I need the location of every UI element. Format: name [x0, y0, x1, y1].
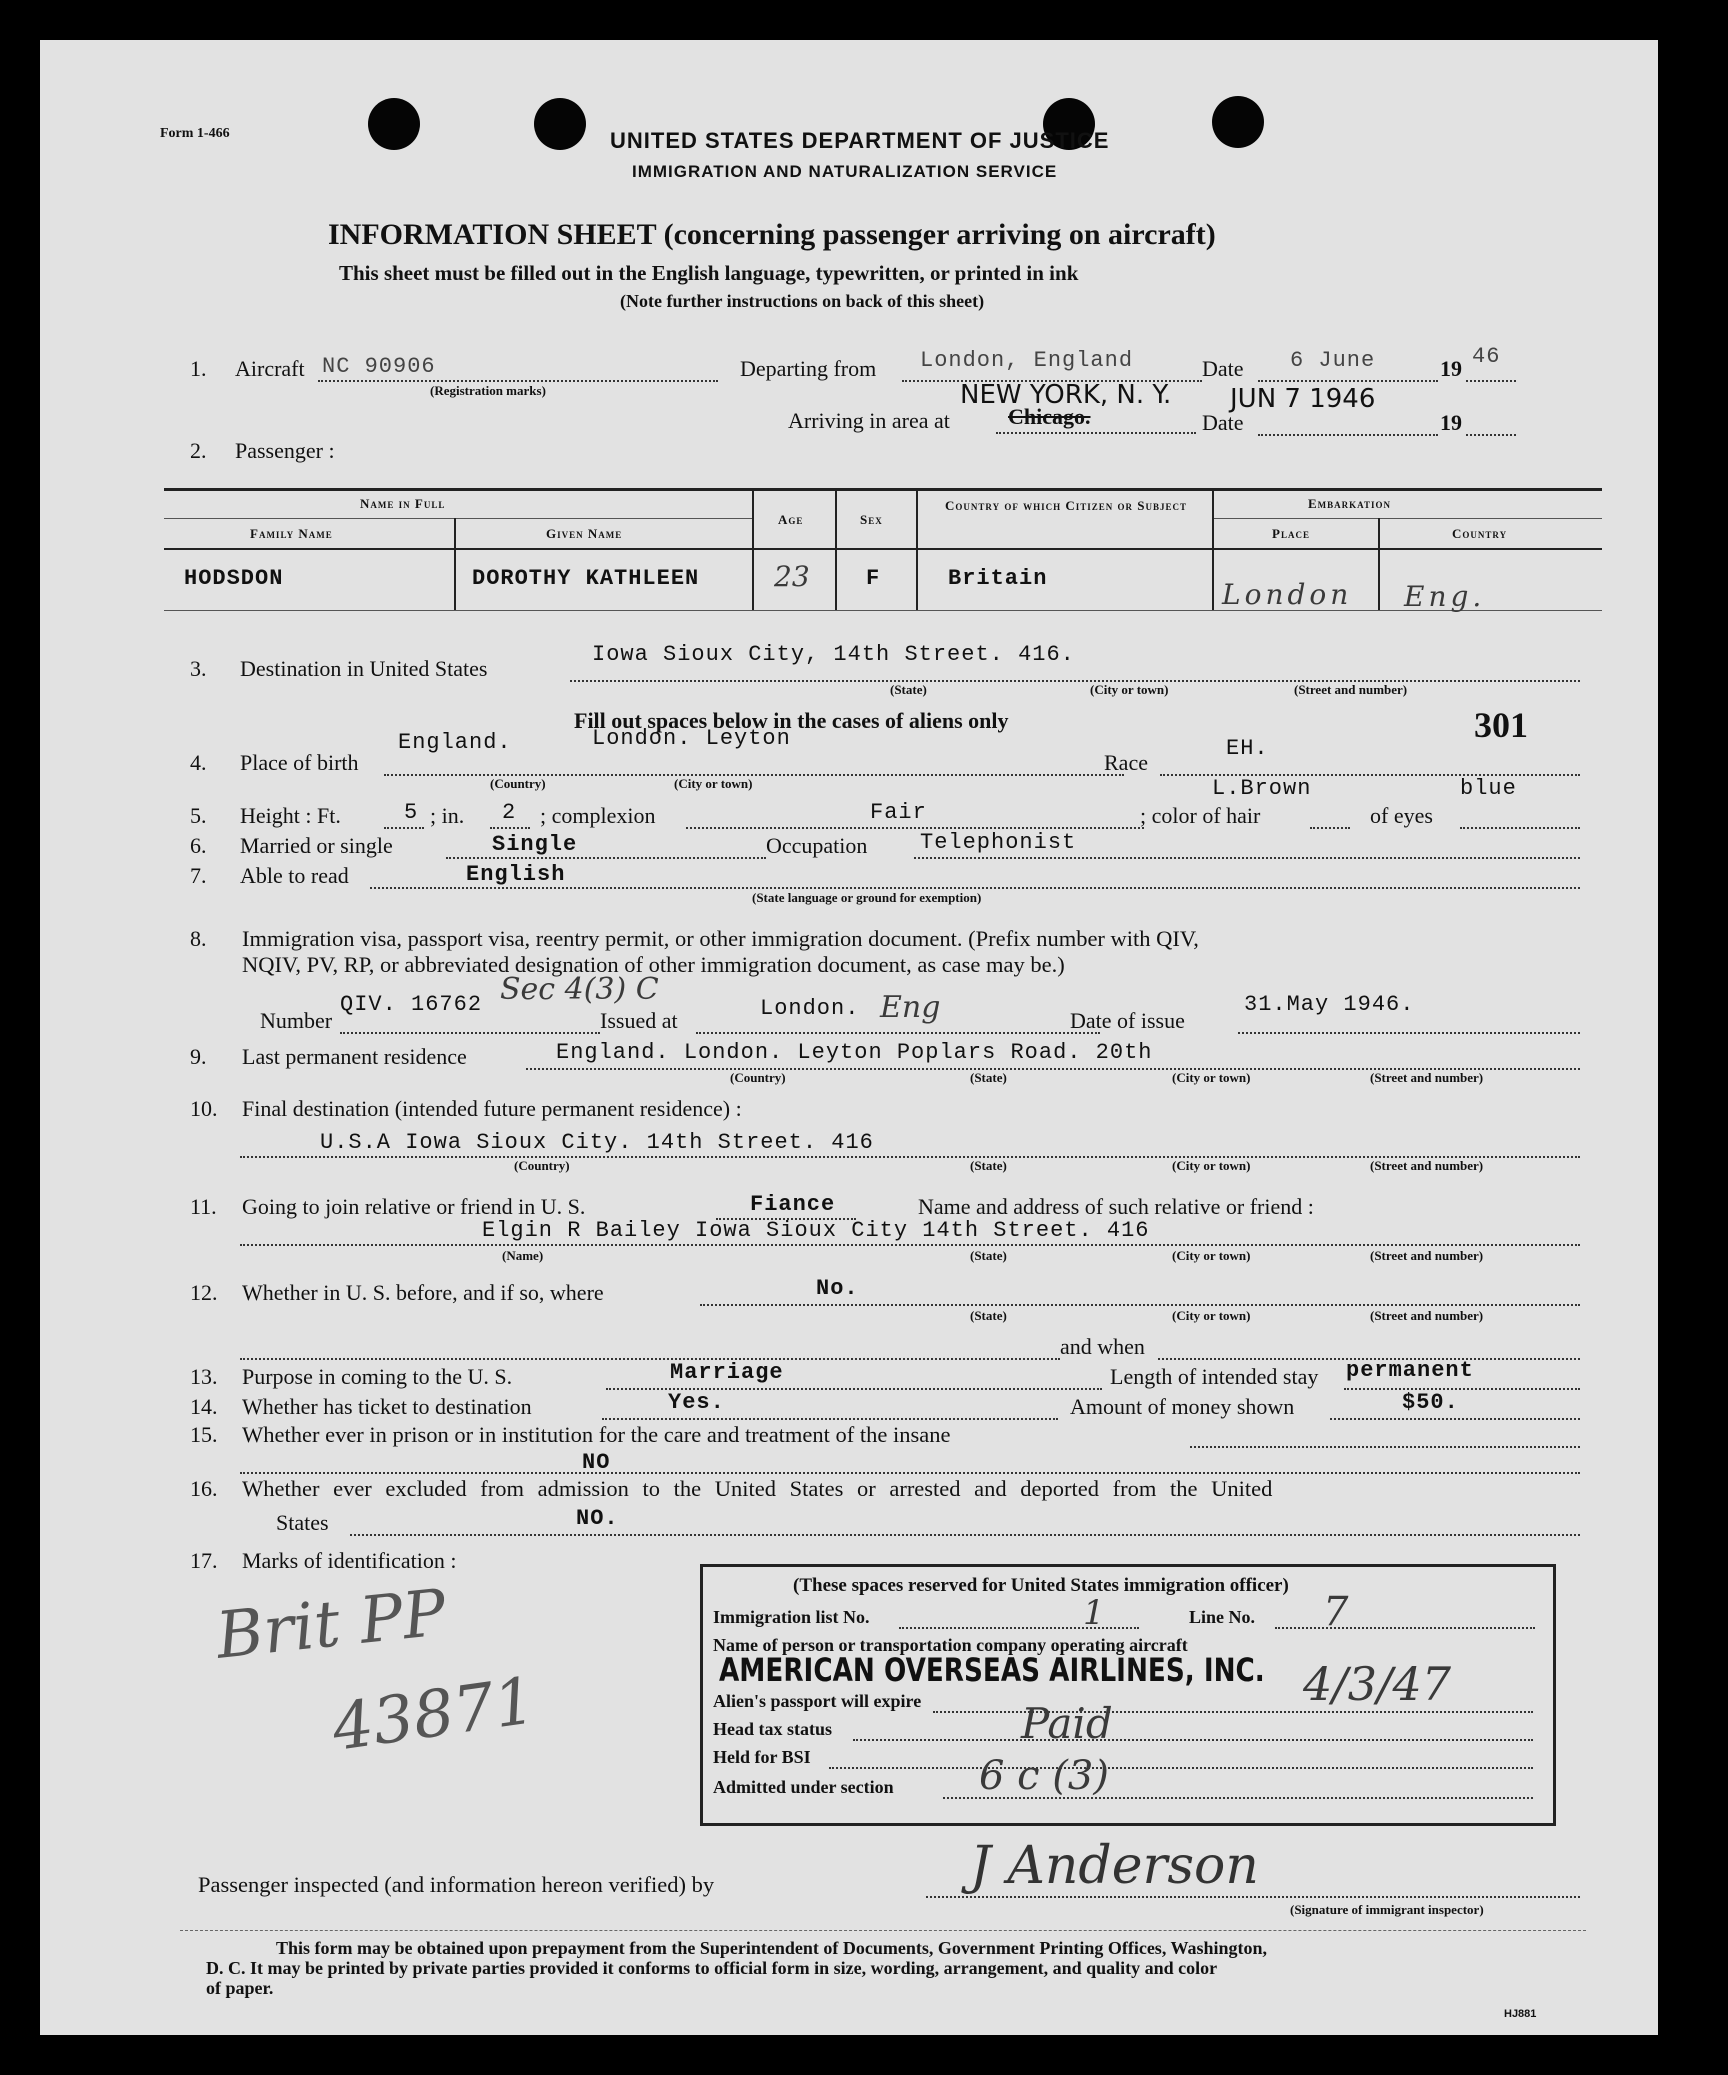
doc-number-label: Number	[260, 1008, 333, 1033]
inspection-label: Passenger inspected (and information hereon verified) by	[198, 1872, 715, 1897]
caption-city: (City or town)	[674, 776, 753, 791]
caption-street: (Street and number)	[1370, 1248, 1484, 1263]
complexion-value: Fair	[870, 800, 927, 825]
marks-label: Marks of identification :	[242, 1548, 457, 1573]
year-departure: 46	[1472, 344, 1501, 369]
doc-number-value: QIV. 16762	[340, 992, 483, 1017]
arriving-label: Arriving in area at	[788, 408, 950, 433]
birth-country: England.	[398, 730, 512, 755]
stay-value: permanent	[1346, 1358, 1474, 1383]
prison-value: NO	[582, 1450, 611, 1475]
destination-value: Iowa Sioux City, 14th Street. 416.	[592, 642, 1075, 667]
final-dest-value: U.S.A Iowa Sioux City. 14th Street. 416	[320, 1130, 874, 1155]
year-prefix-2: 19	[1440, 410, 1462, 435]
birth-city: London. Leyton	[592, 726, 791, 751]
item-number: 13.	[190, 1364, 218, 1389]
page-title: INFORMATION SHEET (concerning passenger arriving on aircraft)	[328, 218, 1216, 251]
excluded-label-2: States	[276, 1510, 329, 1535]
item-number: 15.	[190, 1422, 218, 1447]
item-number: 3.	[190, 656, 207, 681]
list-no-label: Immigration list No.	[713, 1607, 870, 1627]
punch-hole	[534, 98, 586, 150]
purpose-label: Purpose in coming to the U. S.	[242, 1364, 513, 1389]
document-text-2: NQIV, PV, RP, or abbreviated designation of other immigration document, as case may be.)	[242, 952, 1065, 977]
arrival-date-stamp: JUN 7 1946	[1230, 384, 1376, 414]
occupation-value: Telephonist	[920, 830, 1077, 855]
citizen-value: Britain	[948, 566, 1048, 591]
issued-at-label: Issued at	[600, 1008, 678, 1033]
stay-label: Length of intended stay	[1110, 1364, 1319, 1389]
passenger-label: Passenger :	[235, 438, 335, 463]
service-heading: IMMIGRATION AND NATURALIZATION SERVICE	[632, 162, 1058, 181]
inches-label: ; in.	[430, 803, 465, 828]
caption-state: (State)	[970, 1070, 1007, 1085]
arriving-struck: Chicago.	[1008, 404, 1091, 429]
col-header-family: Family Name	[250, 526, 333, 541]
money-label: Amount of money shown	[1070, 1394, 1295, 1419]
item-number: 14.	[190, 1394, 218, 1419]
item-number: 17.	[190, 1548, 218, 1573]
doc-hand-note: Sec 4(3) C	[500, 972, 659, 1007]
age-value: 23	[774, 560, 810, 593]
item-number: 16.	[190, 1476, 218, 1501]
officer-box-title: (These spaces reserved for United States immigration officer)	[793, 1575, 1289, 1596]
residence-label: Last permanent residence	[242, 1044, 467, 1069]
item-number: 1.	[190, 356, 207, 381]
read-value: English	[466, 862, 566, 887]
departing-label: Departing from	[740, 356, 877, 381]
item-number: 8.	[190, 926, 207, 951]
height-feet: 5	[404, 800, 419, 825]
passport-expire-value: 4/3/47	[1303, 1657, 1452, 1711]
before-value: No.	[816, 1276, 859, 1301]
instructions-note: (Note further instructions on back of this sheet)	[620, 291, 985, 311]
marks-hand-2: 43871	[327, 1664, 540, 1766]
footer-line-2: D. C. It may be printed by private parties provided it conforms to official form in size, wording, arrangement, and quality and color	[206, 1958, 1218, 1978]
issued-at-value: London.	[760, 996, 860, 1021]
caption-city: (City or town)	[1172, 1158, 1251, 1173]
item-number: 11.	[190, 1194, 217, 1219]
issued-hand: Eng	[880, 990, 941, 1025]
race-label: Race	[1104, 750, 1148, 775]
marks-hand-1: Brit PP	[212, 1576, 450, 1674]
prison-label: Whether ever in prison or in institution for the care and treatment of the insane	[242, 1422, 951, 1447]
read-caption: (State language or ground for exemption)	[752, 890, 982, 905]
col-header-name: Name in Full	[360, 496, 446, 511]
item-number: 6.	[190, 833, 207, 858]
punch-hole	[368, 98, 420, 150]
caption-country: (Country)	[490, 776, 546, 791]
caption-street: (Street and number)	[1370, 1308, 1484, 1323]
height-label: Height : Ft.	[240, 803, 341, 828]
punch-hole	[1212, 96, 1264, 148]
excluded-label-1: Whether ever excluded from admission to the United States or arrested and deported from the United	[242, 1476, 1273, 1501]
departing-value: London, England	[920, 348, 1134, 373]
date-label-2: Date	[1202, 410, 1244, 435]
footer-line-3: of paper.	[206, 1978, 274, 1998]
read-label: Able to read	[240, 863, 349, 888]
form-sheet	[40, 40, 1658, 2035]
item-number: 5.	[190, 803, 207, 828]
col-header-given: Given Name	[546, 526, 623, 541]
date-departure: 6 June	[1290, 348, 1376, 373]
col-header-embarkation: Embarkation	[1308, 496, 1392, 511]
admitted-value: 6 c (3)	[979, 1753, 1109, 1799]
eyes-value: blue	[1460, 776, 1517, 801]
caption-city: (City or town)	[1172, 1248, 1251, 1263]
birthplace-label: Place of birth	[240, 750, 359, 775]
inspector-signature: J Anderson	[970, 1836, 1259, 1896]
passport-expire-label: Alien's passport will expire	[713, 1691, 922, 1711]
race-value: EH.	[1226, 736, 1269, 761]
list-no-value: 1	[1083, 1593, 1105, 1633]
col-header-age: Age	[778, 512, 804, 527]
purpose-value: Marriage	[670, 1360, 784, 1385]
join-label: Going to join relative or friend in U. S.	[242, 1194, 586, 1219]
caption-street: (Street and number)	[1370, 1158, 1484, 1173]
occupation-label: Occupation	[766, 833, 868, 858]
caption-country: (Country)	[514, 1158, 570, 1173]
item-number: 2.	[190, 438, 207, 463]
caption-state: (State)	[970, 1308, 1007, 1323]
destination-label: Destination in United States	[240, 656, 488, 681]
form-number: Form 1-466	[160, 126, 230, 141]
caption-state: (State)	[970, 1158, 1007, 1173]
ticket-value: Yes.	[668, 1390, 725, 1415]
officer-box	[700, 1564, 1556, 1826]
item-number: 12.	[190, 1280, 218, 1305]
date-of-issue-value: 31.May 1946.	[1244, 992, 1415, 1017]
serial-number: 301	[1474, 705, 1528, 745]
footer-code: HJ881	[1504, 2008, 1537, 2020]
page-subtitle: This sheet must be filled out in the English language, typewritten, or printed in ink	[339, 261, 1079, 285]
year-prefix: 19	[1440, 356, 1462, 381]
family-name: HODSDON	[184, 566, 284, 591]
line-no-label: Line No.	[1189, 1607, 1256, 1627]
marital-label: Married or single	[240, 833, 393, 858]
when-label: and when	[1060, 1334, 1145, 1359]
col-header-sex: Sex	[860, 512, 883, 527]
signature-caption: (Signature of immigrant inspector)	[1290, 1902, 1484, 1917]
line-no-value: 7	[1323, 1589, 1349, 1635]
height-inches: 2	[502, 800, 517, 825]
aliens-note: Fill out spaces below in the cases of aliens only	[574, 708, 1009, 733]
eyes-label: of eyes	[1370, 803, 1433, 828]
final-dest-label: Final destination (intended future permanent residence) :	[242, 1096, 742, 1121]
col-header-place: Place	[1272, 526, 1310, 541]
admitted-label: Admitted under section	[713, 1777, 894, 1797]
department-heading: UNITED STATES DEPARTMENT OF JUSTICE	[610, 128, 1110, 153]
head-tax-value: Paid	[1021, 1699, 1113, 1748]
aircraft-label: Aircraft	[235, 356, 305, 381]
ticket-label: Whether has ticket to destination	[242, 1394, 532, 1419]
footer-line-1: This form may be obtained upon prepayment from the Superintendent of Documents, Government Printing Offices, Washington,	[276, 1938, 1268, 1958]
date-of-issue-label: Date of issue	[1070, 1008, 1185, 1033]
item-number: 10.	[190, 1096, 218, 1121]
caption-state: (State)	[970, 1248, 1007, 1263]
before-label: Whether in U. S. before, and if so, where	[242, 1280, 604, 1305]
embarkation-place: London	[1222, 578, 1353, 611]
caption-street: (Street and number)	[1370, 1070, 1484, 1085]
friend-value: Elgin R Bailey Iowa Sioux City 14th Street. 416	[482, 1218, 1150, 1243]
arrival-stamp: NEW YORK, N. Y.	[960, 380, 1172, 410]
join-value: Fiance	[750, 1192, 836, 1217]
residence-value: England. London. Leyton Poplars Road. 20th	[556, 1040, 1153, 1065]
col-header-citizen: Country of which Citizen or Subject	[945, 498, 1187, 513]
date-label: Date	[1202, 356, 1244, 381]
caption-city: (City or town)	[1090, 682, 1169, 697]
aircraft-value: NC 90906	[322, 354, 436, 379]
marital-value: Single	[492, 832, 578, 857]
sex-value: F	[866, 566, 881, 591]
item-number: 9.	[190, 1044, 207, 1069]
given-name: DOROTHY KATHLEEN	[472, 566, 700, 591]
friend-name-label: Name and address of such relative or friend :	[918, 1194, 1314, 1219]
hair-label: ; color of hair	[1140, 803, 1261, 828]
caption-street: (Street and number)	[1294, 682, 1408, 697]
complexion-label: ; complexion	[540, 803, 656, 828]
embarkation-country: Eng.	[1404, 580, 1486, 613]
money-value: $50.	[1402, 1390, 1459, 1415]
item-number: 7.	[190, 863, 207, 888]
caption-country: (Country)	[730, 1070, 786, 1085]
excluded-value: NO.	[576, 1506, 619, 1531]
hair-value: L.Brown	[1212, 776, 1312, 801]
company-label: Name of person or transportation company operating aircraft	[713, 1635, 1188, 1655]
document-text-1: Immigration visa, passport visa, reentry permit, or other immigration document. (Prefix number with QIV,	[242, 926, 1199, 951]
caption-state: (State)	[890, 682, 927, 697]
item-number: 4.	[190, 750, 207, 775]
col-header-country: Country	[1452, 526, 1508, 541]
caption-city: (City or town)	[1172, 1070, 1251, 1085]
caption-name: (Name)	[502, 1248, 544, 1263]
company-stamp: AMERICAN OVERSEAS AIRLINES, INC.	[719, 1651, 1265, 1689]
registration-caption: (Registration marks)	[430, 383, 546, 398]
caption-city: (City or town)	[1172, 1308, 1251, 1323]
bsi-label: Held for BSI	[713, 1747, 811, 1767]
head-tax-label: Head tax status	[713, 1719, 833, 1739]
